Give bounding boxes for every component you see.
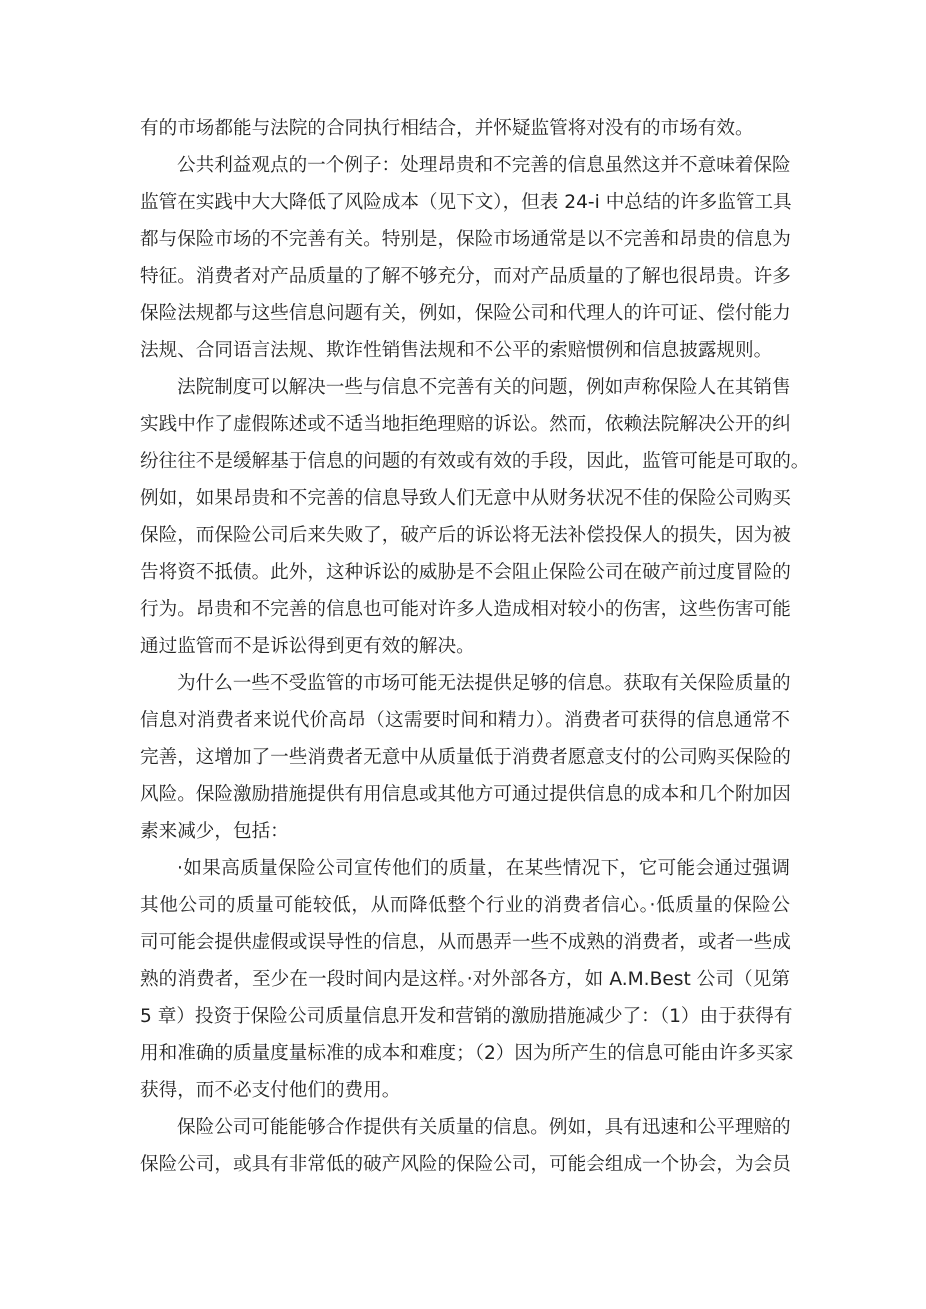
- document-body: [140, 110, 810, 1183]
- text-line: 告将资不抵债。此外，这种诉讼的威胁是不会阻止保险公司在破产前过度冒险的: [140, 562, 791, 583]
- text-line: 例如，如果昂贵和不完善的信息导致人们无意中从财务状况不佳的保险公司购买: [140, 488, 791, 509]
- text-line: 通过监管而不是诉讼得到更有效的解决。: [140, 636, 475, 657]
- text-line: 用和准确的质量度量标准的成本和难度；（2）因为所产生的信息可能由许多买家: [140, 1043, 794, 1064]
- text-line: 熟的消费者，至少在一段时间内是这样。·对外部各方，如 A.M.Best 公司（见第: [140, 969, 790, 990]
- paragraph-5: [140, 850, 794, 1109]
- text-line: 司可能会提供虚假或误导性的信息，从而愚弄一些不成熟的消费者，或者一些成: [140, 932, 791, 953]
- text-line: ·如果高质量保险公司宣传他们的质量，在某些情况下，它可能会通过强调: [177, 858, 790, 879]
- text-line: 为什么一些不受监管的市场可能无法提供足够的信息。获取有关保险质量的: [177, 673, 791, 694]
- text-line: 获得，而不必支付他们的费用。: [140, 1080, 401, 1101]
- text-line: 实践中作了虚假陈述或不适当地拒绝理赔的诉讼。然而，依赖法院解决公开的纠: [140, 414, 791, 435]
- text-line: 保险公司可能能够合作提供有关质量的信息。例如，具有迅速和公平理赔的: [177, 1117, 791, 1138]
- text-line: 行为。昂贵和不完善的信息也可能对许多人造成相对较小的伤害，这些伤害可能: [140, 599, 791, 620]
- text-line: 信息对消费者来说代价高昂（这需要时间和精力）。消费者可获得的信息通常不: [140, 710, 790, 731]
- text-line: 其他公司的质量可能较低，从而降低整个行业的消费者信心。·低质量的保险公: [140, 895, 790, 916]
- paragraph-4: [140, 665, 790, 850]
- paragraph-2: [140, 147, 790, 369]
- text-line: 公共利益观点的一个例子：处理昂贵和不完善的信息虽然这并不意味着保险: [177, 155, 791, 176]
- text-line: 完善，这增加了一些消费者无意中从质量低于消费者愿意支付的公司购买保险的: [140, 747, 791, 768]
- text-line: 法规、合同语言法规、欺诈性销售法规和不公平的索赔惯例和信息披露规则。: [140, 340, 773, 361]
- text-line: 保险公司，或具有非常低的破产风险的保险公司，可能会组成一个协会，为会员: [140, 1154, 791, 1175]
- text-line: 风险。保险激励措施提供有用信息或其他方可通过提供信息的成本和几个附加因: [140, 784, 791, 805]
- text-line: 监管在实践中大大降低了风险成本（见下文），但表 24-i 中总结的许多监管工具: [140, 192, 792, 213]
- text-line: 素来减少，包括：: [140, 821, 289, 842]
- paragraph-1: [140, 110, 790, 147]
- text-line: 法院制度可以解决一些与信息不完善有关的问题，例如声称保险人在其销售: [177, 377, 791, 398]
- paragraph-3: [140, 369, 810, 665]
- paragraph-6: [140, 1109, 790, 1183]
- text-line: 保险法规都与这些信息问题有关，例如，保险公司和代理人的许可证、偿付能力: [140, 303, 791, 324]
- text-line: 保险，而保险公司后来失败了，破产后的诉讼将无法补偿投保人的损失，因为被: [140, 525, 791, 546]
- text-line: 特征。消费者对产品质量的了解不够充分，而对产品质量的了解也很昂贵。许多: [140, 266, 791, 287]
- text-line: 都与保险市场的不完善有关。特别是，保险市场通常是以不完善和昂贵的信息为: [140, 229, 791, 250]
- text-line: 5 章）投资于保险公司质量信息开发和营销的激励措施减少了：（1）由于获得有: [140, 1006, 793, 1027]
- text-line: 纷往往不是缓解基于信息的问题的有效或有效的手段，因此，监管可能是可取的。: [140, 451, 810, 472]
- text-line: 有的市场都能与法院的合同执行相结合，并怀疑监管将对没有的市场有效。: [140, 118, 754, 139]
